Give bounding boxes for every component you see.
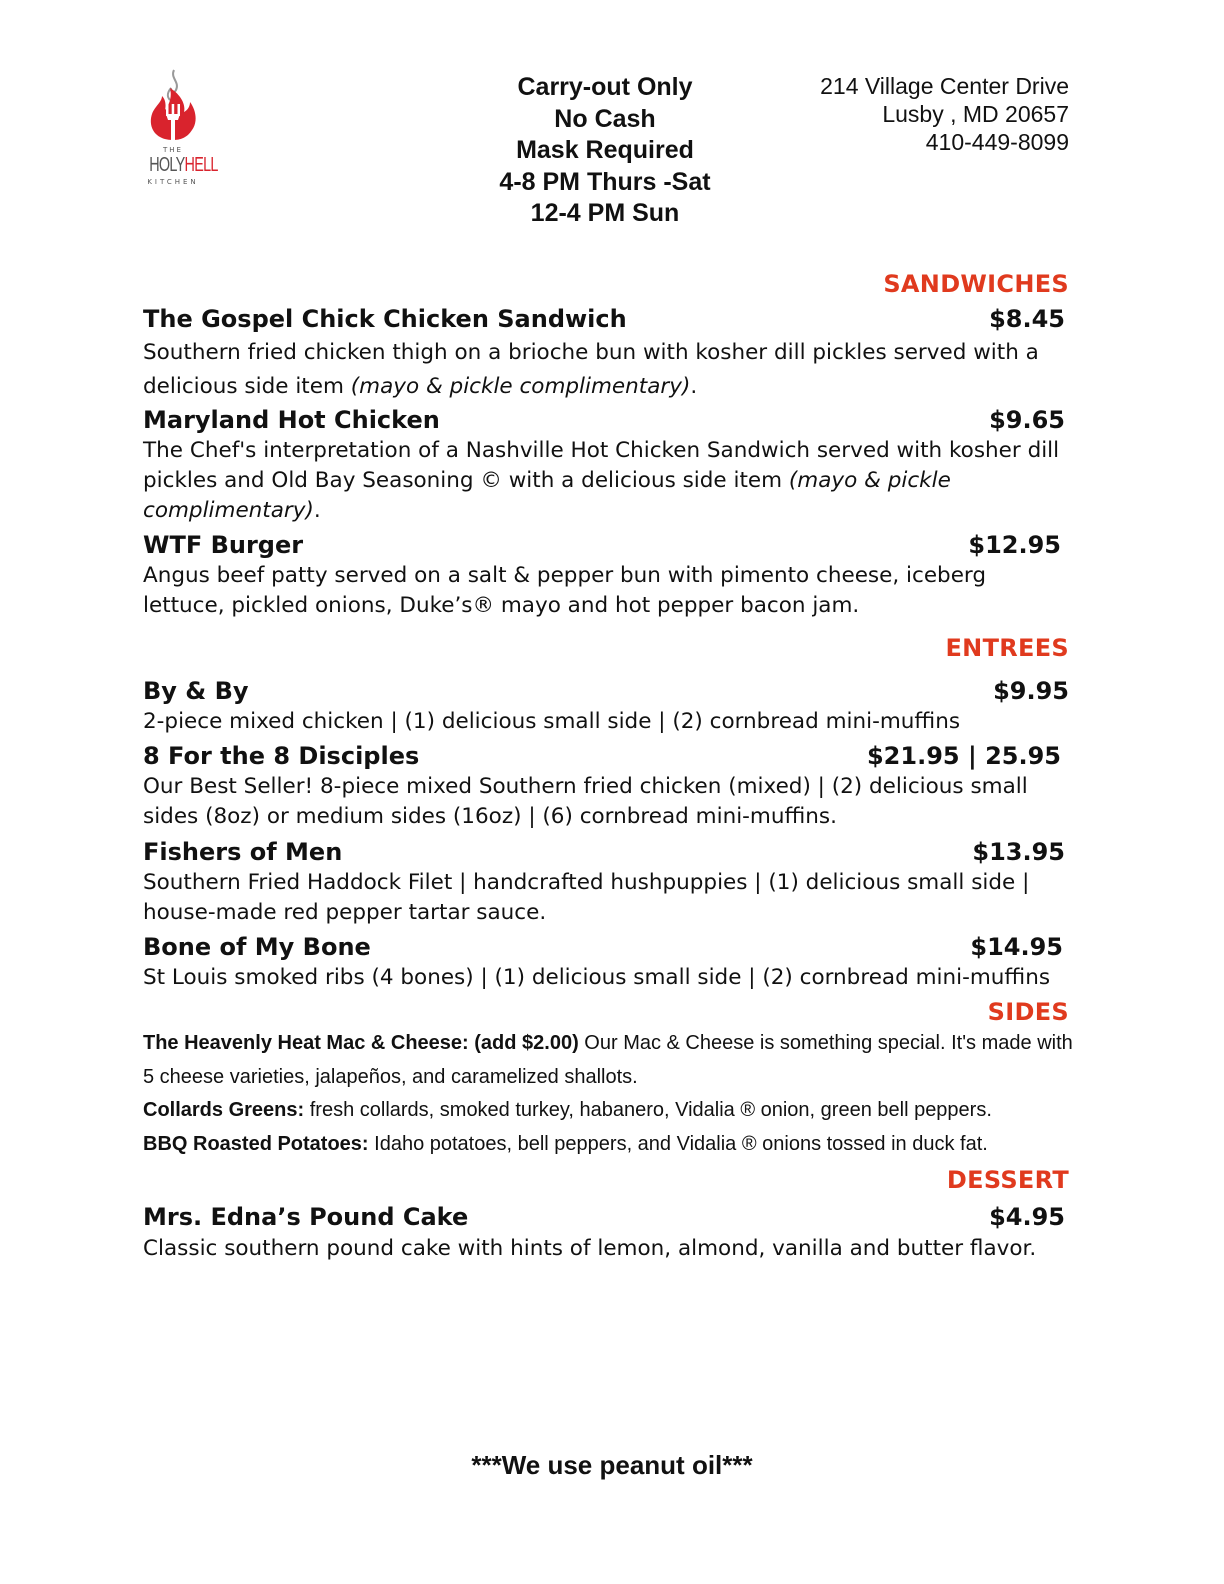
item-price: $9.95 [993, 677, 1069, 705]
item-name: Fishers of Men [143, 838, 343, 866]
side-description: Our Mac & Cheese is something special. It's made with 5 cheese varieties, jalapeños, and caramelized shallots. [143, 1032, 1073, 1088]
service-notices [455, 72, 755, 230]
item-description: Southern Fried Haddock Filet | handcrafted hushpuppies | (1) delicious small side | house-made red pepper tartar sauce. [143, 870, 1030, 925]
item-description: Angus beef patty served on a salt & pepper bun with pimento cheese, iceberg lettuce, pickled onions, Duke’s® mayo and hot pepper bacon jam. [143, 563, 987, 618]
side-name: Collards Greens: [143, 1099, 305, 1121]
peanut-oil-notice: ***We use peanut oil*** [471, 1450, 753, 1480]
desc-end: . [690, 374, 698, 399]
section-title-entrees: ENTREES [945, 634, 1069, 662]
item-price: $14.95 [970, 933, 1063, 961]
item-name: WTF Burger [143, 531, 304, 559]
address-phone: 410-449-8099 [925, 129, 1069, 155]
side-name: The Heavenly Heat Mac & Cheese: (add $2.00) [143, 1032, 579, 1054]
item-name: 8 For the 8 Disciples [143, 742, 420, 770]
address-block [820, 72, 1069, 156]
item-price: $12.95 [968, 531, 1061, 559]
side-item-mac-and-cheese [143, 1026, 1073, 1094]
address-street: 214 Village Center Drive [820, 73, 1069, 99]
item-description: Our Best Seller! 8-piece mixed Southern fried chicken (mixed) | (2) delicious small sides (8oz) or medium sides (16oz) | (6) cornbread mini-muffins. [143, 774, 1028, 829]
notice-mask: Mask Required [516, 136, 694, 164]
item-price: $13.95 [972, 838, 1065, 866]
desc-end: . [313, 498, 321, 523]
logo-the-text: THE [163, 146, 183, 154]
side-description: Idaho potatoes, bell peppers, and Vidalia ® onions tossed in duck fat. [368, 1133, 988, 1155]
side-name: BBQ Roasted Potatoes: [143, 1133, 369, 1155]
section-title-sides: SIDES [987, 998, 1069, 1026]
section-title-dessert: DESSERT [946, 1166, 1069, 1194]
side-description: fresh collards, smoked turkey, habanero, Vidalia ® onion, green bell peppers. [304, 1099, 992, 1121]
desc-note: (mayo & pickle complimentary) [143, 468, 951, 523]
side-item-potatoes [143, 1127, 1073, 1161]
item-description: St Louis smoked ribs (4 bones) | (1) delicious small side | (2) cornbread mini-muffins [143, 965, 1051, 990]
notice-carryout: Carry-out Only [517, 73, 693, 101]
logo-hell-text: HELL [184, 154, 218, 176]
logo-kitchen-text: KITCHEN [147, 178, 199, 186]
item-name: By & By [143, 677, 249, 705]
restaurant-logo [140, 68, 218, 192]
item-price: $4.95 [989, 1203, 1065, 1231]
item-description [143, 336, 1073, 404]
item-price: $21.95 | 25.95 [866, 742, 1061, 770]
item-name: The Gospel Chick Chicken Sandwich [143, 305, 627, 333]
item-description: 2-piece mixed chicken | (1) delicious small side | (2) cornbread mini-muffins [143, 709, 961, 734]
flame-fork-icon [140, 68, 206, 144]
address-city: Lusby , MD 20657 [882, 101, 1069, 127]
notice-hours-weekday: 4-8 PM Thurs -Sat [499, 167, 711, 196]
item-price: $8.45 [989, 305, 1065, 333]
desc-note: (mayo & pickle complimentary) [350, 374, 691, 399]
item-name: Mrs. Edna’s Pound Cake [143, 1203, 469, 1231]
item-name: Bone of My Bone [143, 933, 371, 961]
item-description [143, 436, 1073, 526]
desc-text: Southern fried chicken thigh on a brioche bun with kosher dill pickles served with a delicious side item [143, 340, 1039, 399]
side-item-collards [143, 1093, 1073, 1127]
logo-holy-text: HOLY [149, 154, 185, 176]
item-price: $9.65 [989, 406, 1065, 434]
item-description: Classic southern pound cake with hints of lemon, almond, vanilla and butter flavor. [143, 1236, 1037, 1261]
logo-wordmark [149, 154, 218, 177]
notice-hours-sunday: 12-4 PM Sun [530, 199, 680, 227]
notice-no-cash: No Cash [554, 104, 656, 133]
section-title-sandwiches: SANDWICHES [883, 270, 1069, 298]
desc-text: The Chef's interpretation of a Nashville Hot Chicken Sandwich served with kosher dill pickles and Old Bay Seasoning © with a delicious side item [143, 438, 1060, 493]
item-name: Maryland Hot Chicken [143, 406, 440, 434]
